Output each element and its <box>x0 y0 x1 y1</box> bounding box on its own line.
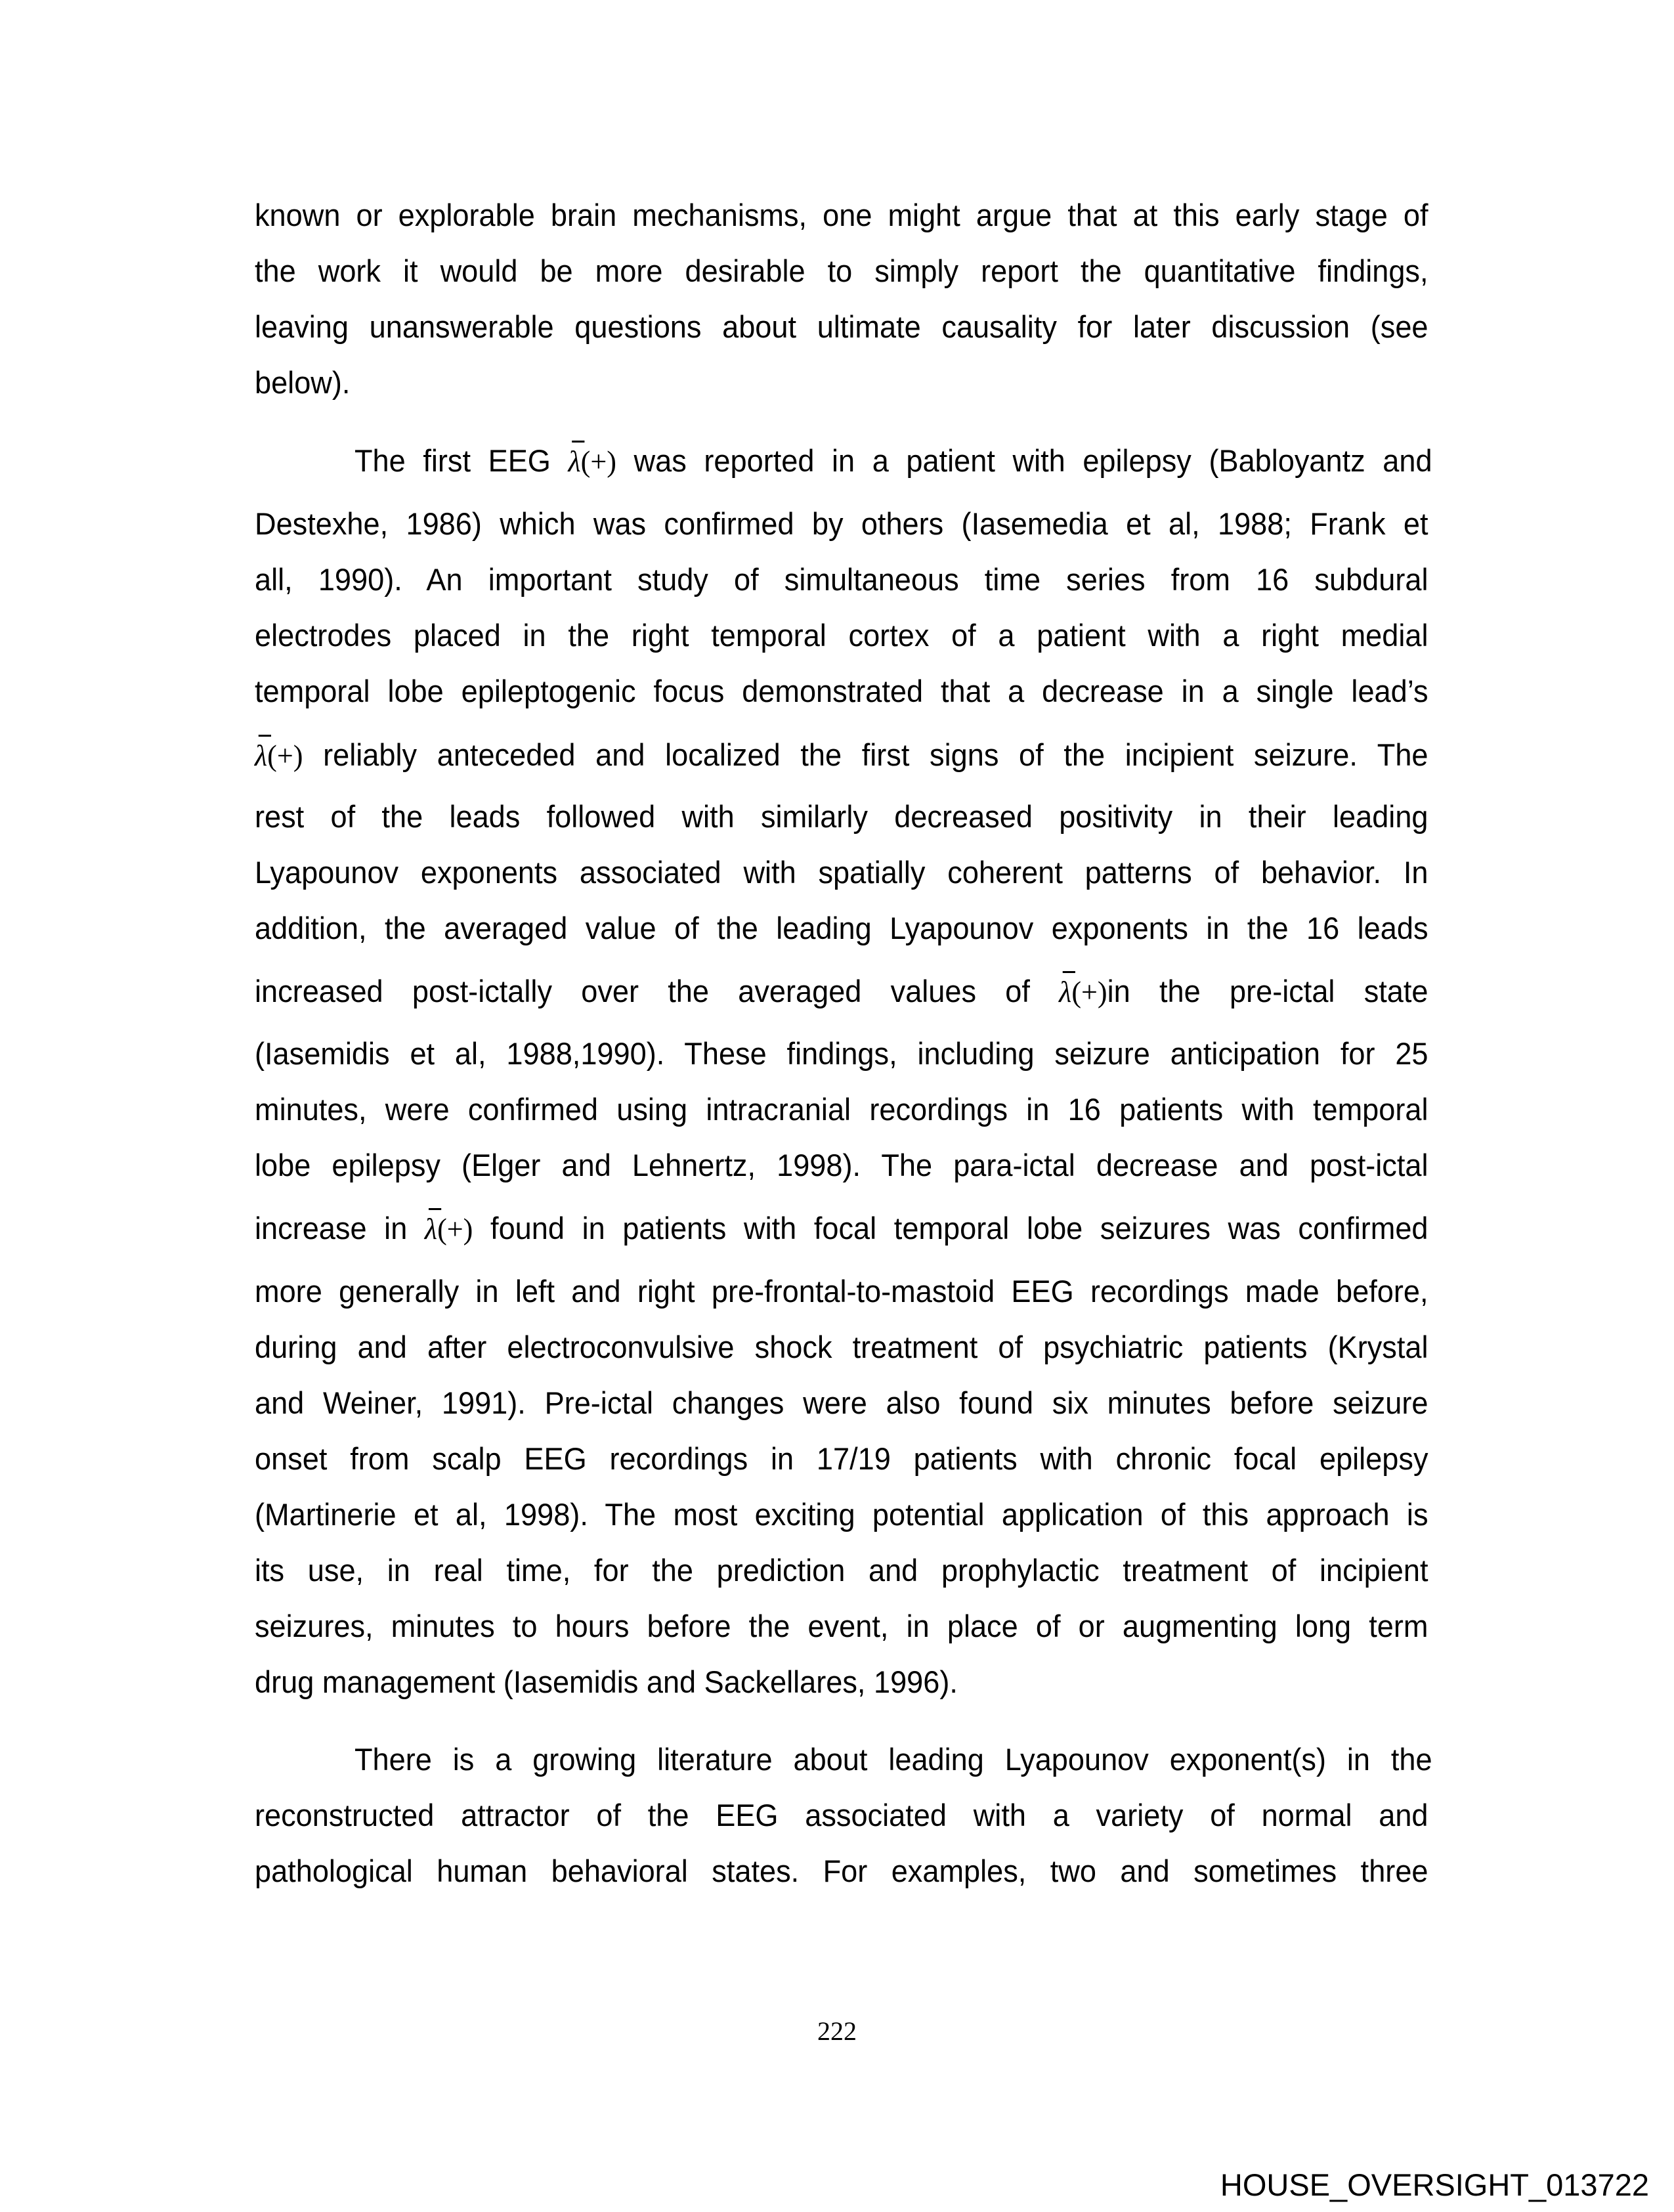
page-number: 222 <box>817 2016 857 2046</box>
text-line: (Iasemidis et al, 1988,1990). These findings, including seizure anticipation for 25 <box>255 1036 1428 1071</box>
math-argument: (+) <box>1071 975 1107 1008</box>
text-line: There is a growing literature about leading Lyapounov exponent(s) in the <box>354 1742 1432 1777</box>
text-line: and Weiner, 1991). Pre-ictal changes were also found six minutes before seizure <box>255 1385 1428 1420</box>
lambda-bar-plus-symbol <box>255 736 303 775</box>
text-line: all, 1990). An important study of simultaneous time series from 16 subdural <box>255 562 1428 597</box>
math-argument: (+) <box>580 445 616 478</box>
text-line: onset from scalp EEG recordings in 17/19 patients with chronic focal epilepsy <box>255 1441 1428 1476</box>
text-line: (Martinerie et al, 1998). The most exciting potential application of this approach is <box>255 1497 1428 1532</box>
lambda-overbar-icon: λ <box>1059 972 1071 1012</box>
text-segment: was reported in a patient with epilepsy (Babloyantz and <box>616 443 1432 478</box>
text-line-with-math <box>255 972 1428 1012</box>
text-line: addition, the averaged value of the leading Lyapounov exponents in the 16 leads <box>255 911 1428 945</box>
math-argument: (+) <box>267 739 303 772</box>
text-line: rest of the leads followed with similarly decreased positivity in their leading <box>255 799 1428 834</box>
lambda-overbar-icon: λ <box>255 736 267 775</box>
text-line: drug management (Iasemidis and Sackellares, 1996). <box>255 1664 958 1699</box>
text-line: pathological human behavioral states. For examples, two and sometimes three <box>255 1854 1428 1888</box>
text-line: leaving unanswerable questions about ultimate causality for later discussion (see <box>255 309 1428 344</box>
text-line-with-math <box>354 441 1432 481</box>
text-line: electrodes placed in the right temporal cortex of a patient with a right medial <box>255 618 1428 653</box>
text-line: seizures, minutes to hours before the event, in place of or augmenting long term <box>255 1609 1428 1643</box>
text-line-with-math <box>255 735 1428 775</box>
lambda-bar-plus-symbol <box>425 1209 473 1249</box>
text-line: reconstructed attractor of the EEG associated with a variety of normal and <box>255 1798 1428 1832</box>
text-line: more generally in left and right pre-frontal-to-mastoid EEG recordings made before, <box>255 1274 1428 1309</box>
text-segment: found in patients with focal temporal lobe seizures was confirmed <box>473 1211 1428 1246</box>
text-line: during and after electroconvulsive shock treatment of psychiatric patients (Krystal <box>255 1330 1428 1364</box>
text-segment: in the pre-ictal state <box>1107 974 1428 1008</box>
text-line: the work it would be more desirable to simply report the quantitative findings, <box>255 253 1428 288</box>
text-line: Lyapounov exponents associated with spatially coherent patterns of behavior. In <box>255 855 1428 890</box>
text-line-with-math <box>255 1209 1428 1249</box>
lambda-overbar-icon: λ <box>425 1209 437 1249</box>
text-segment: The first EEG <box>354 443 569 478</box>
math-argument: (+) <box>437 1212 473 1246</box>
lambda-bar-plus-symbol <box>1059 972 1107 1012</box>
text-line: lobe epilepsy (Elger and Lehnertz, 1998). The para-ictal decrease and post-ictal <box>255 1148 1428 1182</box>
text-line: minutes, were confirmed using intracranial recordings in 16 patients with temporal <box>255 1092 1428 1127</box>
text-segment: increased post-ictally over the averaged values of <box>255 974 1060 1008</box>
text-segment: increase in <box>255 1211 425 1246</box>
lambda-bar-plus-symbol <box>569 442 616 481</box>
text-line: its use, in real time, for the prediction and prophylactic treatment of incipient <box>255 1553 1428 1588</box>
lambda-overbar-icon: λ <box>569 442 581 481</box>
text-line: known or explorable brain mechanisms, one might argue that at this early stage of <box>255 198 1428 232</box>
text-line: below). <box>255 365 351 400</box>
text-line: Destexhe, 1986) which was confirmed by others (Iasemedia et al, 1988; Frank et <box>255 506 1428 541</box>
text-line: temporal lobe epileptogenic focus demonstrated that a decrease in a single lead’s <box>255 674 1428 708</box>
bates-stamp: HOUSE_OVERSIGHT_013722 <box>1220 2167 1649 2202</box>
text-segment: reliably anteceded and localized the first signs of the incipient seizure. The <box>303 737 1428 772</box>
